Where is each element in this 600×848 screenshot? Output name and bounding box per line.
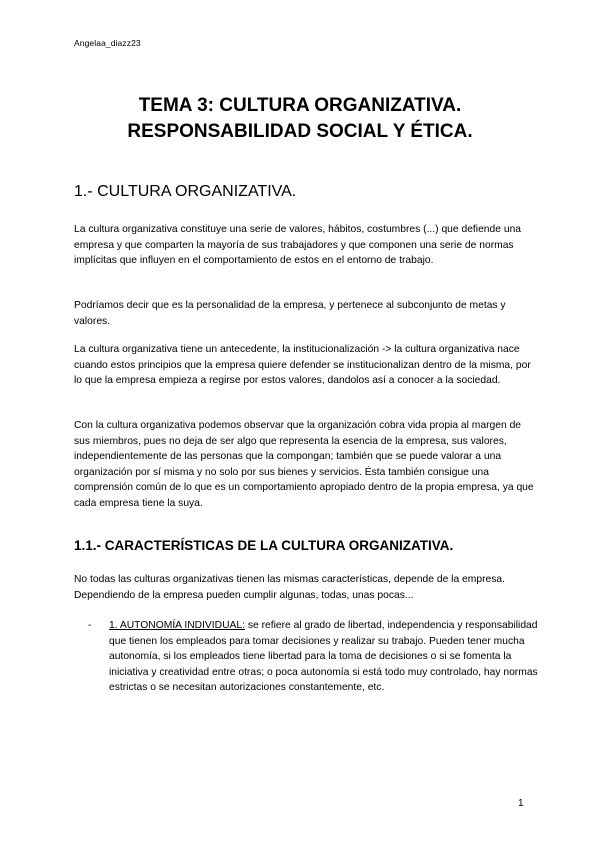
page-title — [0, 93, 600, 145]
header-username: Angelaa_diazz23 — [74, 38, 141, 48]
bullet-content — [109, 618, 539, 696]
bullet-label-autonomia: 1. AUTONOMÍA INDIVIDUAL: — [109, 620, 245, 631]
paragraph-characteristics-intro: No todas las culturas organizativas tienen las mismas características, depende de la empresa. Dependiendo de la empresa pueden cumplir algunas, todas, unas pocas... — [74, 574, 505, 601]
bullet-marker: - — [88, 620, 92, 631]
paragraph-own-life: Con la cultura organizativa podemos observar que la organización cobra vida propia al margen de sus miembros, pues no deja de ser algo que representa la esencia de la empresa, sus valores, independientemente de las personas que la compongan; también que se puede valorar a una organización por sí misma y no solo por sus bienes y servicios. Ésta también consigue una comprensión común de lo que es un comportamiento apropiado dentro de la propia empresa, ya que cada empresa tiene la suya. — [74, 420, 534, 509]
title-line-2: RESPONSABILIDAD SOCIAL Y ÉTICA. — [127, 121, 473, 142]
section-heading-cultura: 1.- CULTURA ORGANIZATIVA. — [74, 183, 297, 200]
section-heading-caracteristicas: 1.1.- CARACTERÍSTICAS DE LA CULTURA ORGANIZATIVA. — [74, 538, 454, 553]
page-number: 1 — [518, 798, 524, 809]
paragraph-definition: La cultura organizativa constituye una serie de valores, hábitos, costumbres (...) que defiende una empresa y que comparten la mayoría de sus trabajadores y que componen una serie de normas implícitas que influyen en el comportamiento de estos en el entorno de trabajo. — [74, 224, 522, 266]
paragraph-personality: Podríamos decir que es la personalidad de la empresa, y pertenece al subconjunto de metas y valores. — [74, 300, 506, 327]
paragraph-antecedent: La cultura organizativa tiene un antecedente, la institucionalización -> la cultura organizativa nace cuando estos principios que la empresa quiere defender se institucionalizan dentro de la misma, por lo que la empresa empieza a regirse por estos valores, dandolos así a conocer a la sociedad. — [74, 344, 531, 386]
title-line-1: TEMA 3: CULTURA ORGANIZATIVA. — [138, 95, 462, 116]
bullet-body: se refiere al grado de libertad, independencia y responsabilidad que tienen los empleados para tomar decisiones y realizar su trabajo. Pueden tener mucha autonomía, si los empleados tiene libertad para la toma de decisiones o si se fomenta la iniciativa y creatividad entre otras; o poca autonomía si está todo muy controlado, hay normas estrictas o se necesitan autorizaciones constantemente, etc. — [109, 620, 538, 693]
